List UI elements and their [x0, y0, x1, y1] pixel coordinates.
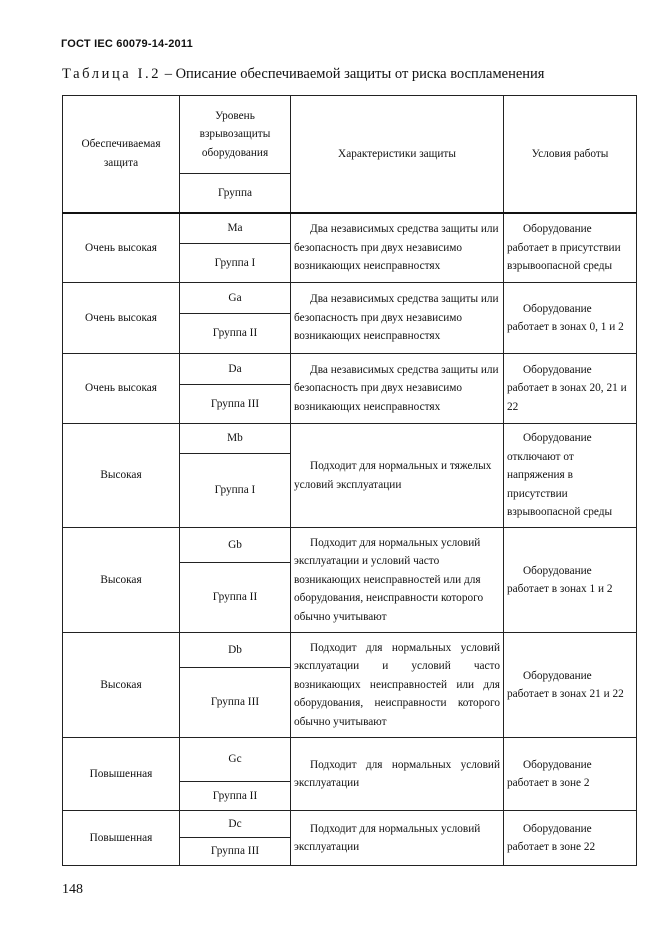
table-caption-text: – Описание обеспечиваемой защиты от риска воспламенения — [161, 66, 545, 82]
group-cell: Группа II — [180, 563, 291, 633]
protection-cell: Высокая — [63, 633, 180, 738]
header-protection: Обеспечиваемая защита — [63, 96, 180, 213]
header-characteristics: Характеристики защиты — [291, 96, 504, 213]
characteristics-cell: Подходит для нормальных условий эксплуатации и условий часто возникающих неисправностей или для оборудования, неисправности которого обычно учитывают — [291, 528, 504, 633]
group-cell: Группа I — [180, 244, 291, 283]
characteristics-cell: Подходит для нормальных условий эксплуатации — [291, 811, 504, 866]
group-cell: Группа I — [180, 454, 291, 528]
protection-cell: Повышенная — [63, 738, 180, 811]
level-cell: Db — [180, 633, 291, 668]
table-caption-label: Таблица I.2 — [62, 66, 162, 82]
characteristics-cell: Два независимых средства защиты или безопасность при двух независимо возникающих неисправностях — [291, 354, 504, 424]
group-cell: Группа III — [180, 668, 291, 738]
characteristics-cell: Подходит для нормальных условий эксплуатации — [291, 738, 504, 811]
conditions-cell: Оборудование работает в зонах 0, 1 и 2 — [504, 283, 637, 354]
table-row — [63, 354, 637, 385]
header-level: Уровень взрывозащиты оборудования — [180, 96, 291, 174]
group-cell: Группа III — [180, 385, 291, 424]
characteristics-cell: Подходит для нормальных и тяжелых условий эксплуатации — [291, 424, 504, 528]
level-cell: Ma — [180, 213, 291, 244]
table-row — [63, 283, 637, 314]
level-cell: Gb — [180, 528, 291, 563]
table-row — [63, 213, 637, 244]
page-number: 148 — [62, 882, 83, 897]
header-conditions: Условия работы — [504, 96, 637, 213]
document-header: ГОСТ IEC 60079-14-2011 — [61, 38, 193, 50]
table-row — [63, 633, 637, 668]
conditions-cell: Оборудование работает в зоне 2 — [504, 738, 637, 811]
level-cell: Ga — [180, 283, 291, 314]
conditions-cell: Оборудование работает в зоне 22 — [504, 811, 637, 866]
conditions-cell: Оборудование отключают от напряжения в присутствии взрывоопасной среды — [504, 424, 637, 528]
table-row — [63, 528, 637, 563]
group-cell: Группа II — [180, 314, 291, 354]
characteristics-cell: Подходит для нормальных условий эксплуатации и условий часто возникающих неисправностей или для оборудования, неисправности которого обычно учитывают — [291, 633, 504, 738]
conditions-cell: Оборудование работает в присутствии взрывоопасной среды — [504, 213, 637, 283]
group-cell: Группа III — [180, 838, 291, 866]
table-row — [63, 811, 637, 838]
conditions-cell: Оборудование работает в зонах 21 и 22 — [504, 633, 637, 738]
characteristics-cell: Два независимых средства защиты или безопасность при двух независимо возникающих неисправностях — [291, 283, 504, 354]
protection-cell: Очень высокая — [63, 213, 180, 283]
level-cell: Dc — [180, 811, 291, 838]
protection-cell: Высокая — [63, 424, 180, 528]
protection-cell: Высокая — [63, 528, 180, 633]
protection-cell: Очень высокая — [63, 354, 180, 424]
conditions-cell: Оборудование работает в зонах 20, 21 и 22 — [504, 354, 637, 424]
level-cell: Gc — [180, 738, 291, 782]
level-cell: Mb — [180, 424, 291, 454]
conditions-cell: Оборудование работает в зонах 1 и 2 — [504, 528, 637, 633]
header-group: Группа — [180, 174, 291, 213]
table-row — [63, 738, 637, 782]
table-caption — [62, 66, 652, 83]
table-row — [63, 424, 637, 454]
protection-cell: Повышенная — [63, 811, 180, 866]
group-cell: Группа II — [180, 782, 291, 811]
protection-cell: Очень высокая — [63, 283, 180, 354]
level-cell: Da — [180, 354, 291, 385]
characteristics-cell: Два независимых средства защиты или безопасность при двух независимо возникающих неисправностях — [291, 213, 504, 283]
protection-table — [62, 95, 637, 866]
